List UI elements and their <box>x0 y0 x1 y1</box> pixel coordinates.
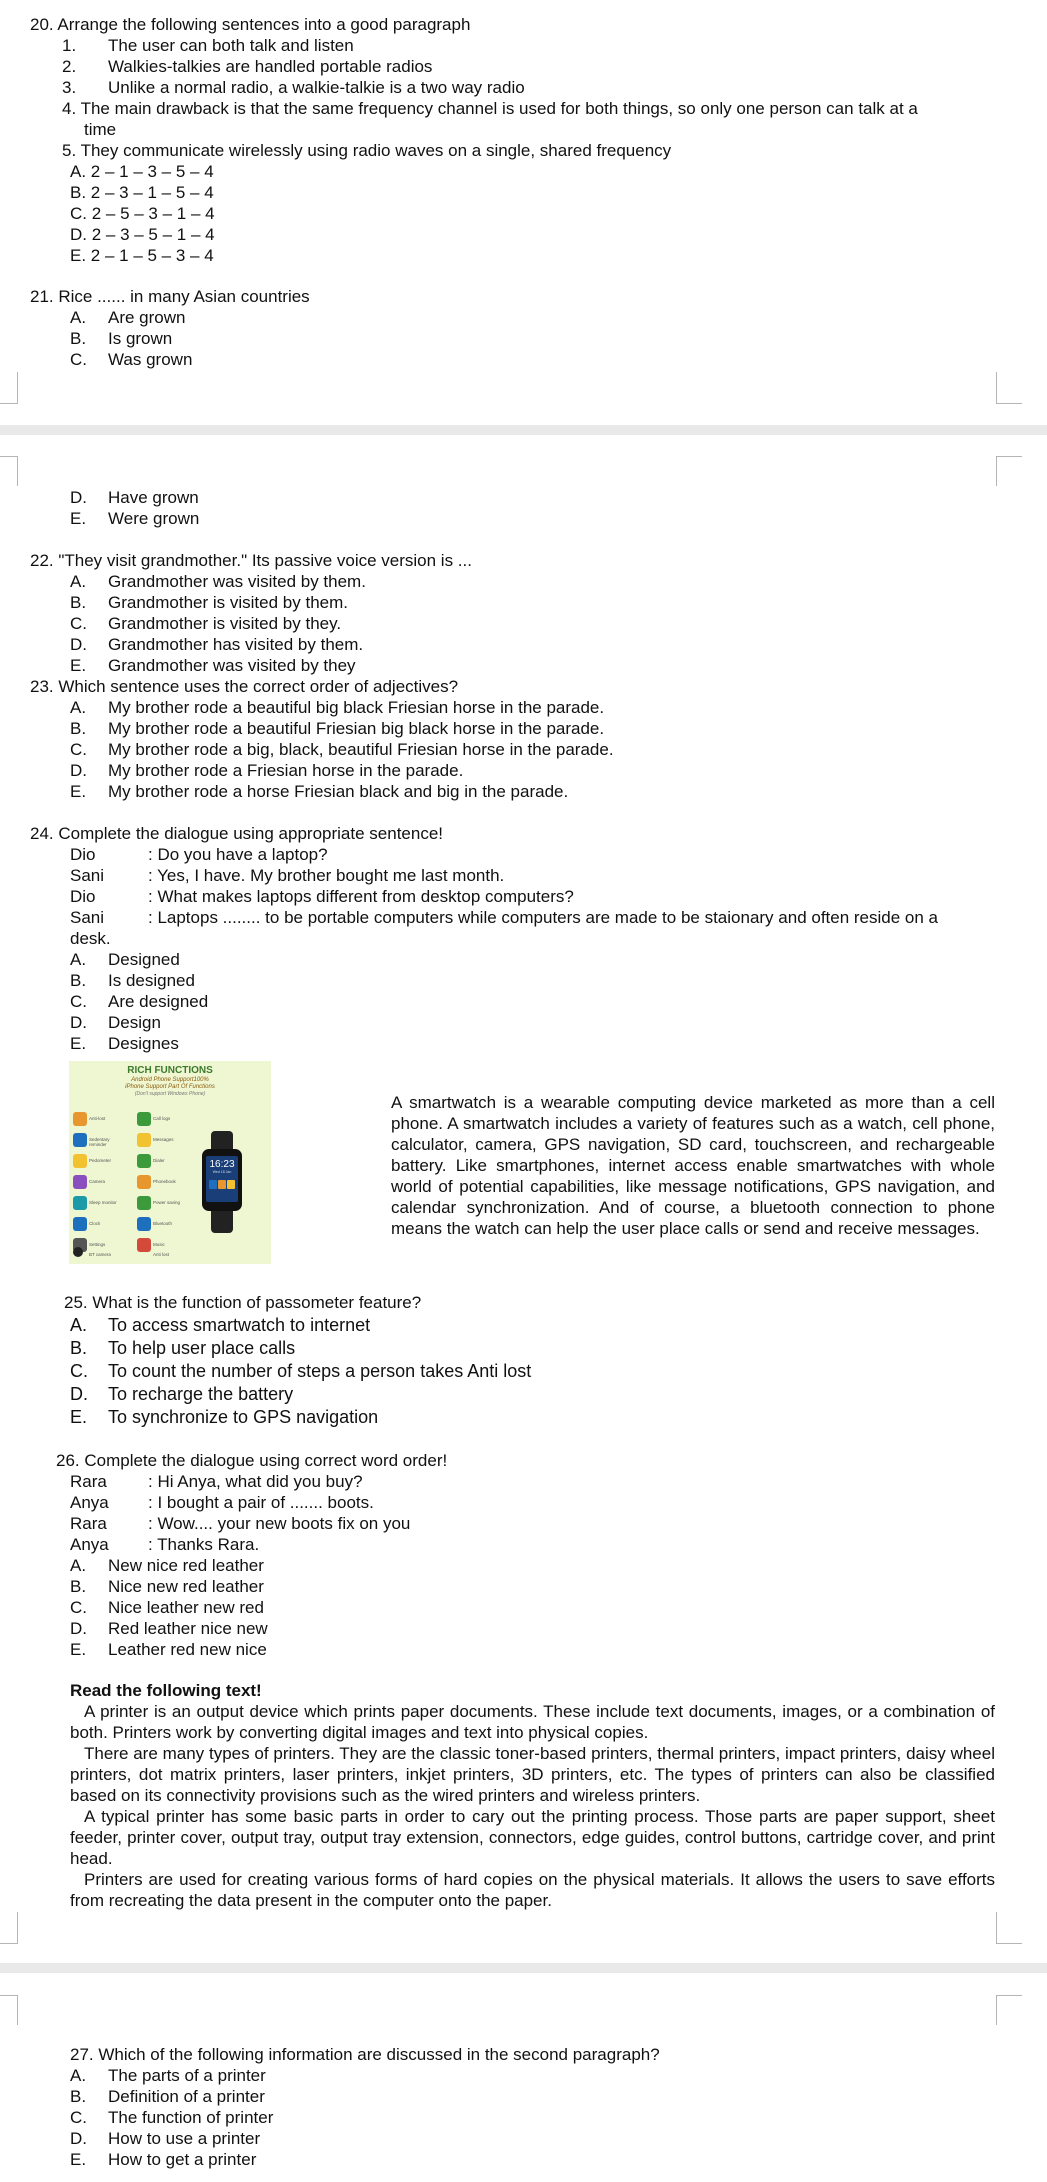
paragraph: A typical printer has some basic parts in order to cary out the printing process. Those parts are paper support, sheet feeder, printer cover, output tray, output tray extension, connectors, edge guides, control buttons, cartridge cover, and print head. <box>70 1807 995 1868</box>
app-tile-icon <box>218 1180 226 1189</box>
dialogue-line: Rara : Wow.... your new boots fix on you <box>70 1514 411 1533</box>
answer-option[interactable]: D. Red leather nice new <box>70 1619 268 1638</box>
app-tile-icon <box>209 1180 217 1189</box>
page-corner-mark <box>996 372 1022 404</box>
page-corner-mark <box>0 456 18 486</box>
list-item: 2. Walkies-talkies are handled portable radios <box>62 57 433 76</box>
answer-option[interactable]: B. My brother rode a beautiful Friesian big black horse in the parade. <box>70 719 605 738</box>
page-corner-mark <box>996 1995 1022 2025</box>
dialer-icon <box>137 1154 151 1168</box>
answer-option[interactable]: E. Grandmother was visited by they <box>70 656 356 675</box>
dialogue-continuation: desk. <box>70 929 111 948</box>
camera-icon <box>73 1175 87 1189</box>
list-item: 3. Unlike a normal radio, a walkie-talkie is a two way radio <box>62 78 525 97</box>
phonebook-icon <box>137 1175 151 1189</box>
anti-lost-icon <box>73 1112 87 1126</box>
messages-icon <box>137 1133 151 1147</box>
list-item-continuation: time <box>84 120 117 139</box>
dialogue-line: Dio : Do you have a laptop? <box>70 845 328 864</box>
answer-option[interactable]: E. How to get a printer <box>70 2150 257 2169</box>
answer-option[interactable]: B. Is grown <box>70 329 173 348</box>
answer-option[interactable]: B. 2 – 3 – 1 – 5 – 4 <box>70 183 214 202</box>
answer-option[interactable]: C. Was grown <box>70 350 193 369</box>
sleep-monitor-icon <box>73 1196 87 1210</box>
answer-option[interactable]: D. How to use a printer <box>70 2129 261 2148</box>
power-saving-icon <box>137 1196 151 1210</box>
pedometer-icon <box>73 1154 87 1168</box>
sedentary-reminder-icon <box>73 1133 87 1147</box>
page-corner-mark <box>0 372 18 404</box>
smartwatch-image: RICH FUNCTIONS Android Phone Support100% iPhone Support Part Of Functions (Don't support Windows Phone) Anti-lost Sedentary reminder Pedometer Camera Sleep monitor Clock Settings Call logs Messages Dialer Phonebook Power saving Bluetooth Music BT camera Anti lost 16:23 Wed 18 Jan <box>69 1061 271 1264</box>
page-separator <box>0 1963 1047 1973</box>
smartwatch-passage: A smartwatch is a wearable computing device marketed as more than a cell phone. A smartwatch includes a variety of features such as a watch, cell phone, calculator, camera, GPS navigation, SD card, touchscreen, and rechargeable battery. Like smartphones, internet access enable smartwatches with whole world of potential capabilities, like message notifications, GPS navigation, and calendar synchronization. And of course, a bluetooth connection to phone means the watch can help the user place calls or send and receive messages. <box>391 1093 995 1238</box>
answer-option[interactable]: B. Grandmother is visited by them. <box>70 593 348 612</box>
page-corner-mark <box>996 1912 1022 1944</box>
bluetooth-icon <box>137 1217 151 1231</box>
image-subtitle: iPhone Support Part Of Functions <box>125 1084 215 1090</box>
paragraph: There are many types of printers. They are the classic toner-based printers, thermal printers, impact printers, daisy wheel printers, dot matrix printers, laser printers, inkjet printers, 3D printers, etc. The types of printers can also be classified based on its connectivity provisions such as the wired printers and wireless printers. <box>70 1744 995 1805</box>
answer-option[interactable]: A. My brother rode a beautiful big black Friesian horse in the parade. <box>70 698 605 717</box>
answer-option[interactable]: B. Definition of a printer <box>70 2087 265 2106</box>
section-heading: Read the following text! <box>70 1681 262 1700</box>
music-icon <box>137 1238 151 1252</box>
dialogue-line: Anya : I bought a pair of ....... boots. <box>70 1493 374 1512</box>
page-corner-mark <box>996 456 1022 486</box>
question-stem: 23. Which sentence uses the correct order of adjectives? <box>30 677 459 696</box>
list-item: 1. The user can both talk and listen <box>62 36 354 55</box>
answer-option[interactable]: C. 2 – 5 – 3 – 1 – 4 <box>70 204 215 223</box>
question-stem: 22. "They visit grandmother." Its passive voice version is ... <box>30 551 472 570</box>
answer-option[interactable]: D. To recharge the battery <box>70 1384 294 1404</box>
dialogue-line: Sani : Yes, I have. My brother bought me last month. <box>70 866 505 885</box>
image-subtitle: (Don't support Windows Phone) <box>134 1091 206 1097</box>
question-stem: 27. Which of the following information are discussed in the second paragraph? <box>70 2045 660 2064</box>
app-tile-icon <box>227 1180 235 1189</box>
answer-option[interactable]: C. Nice leather new red <box>70 1598 264 1617</box>
watch-date: Wed 18 Jan <box>212 1170 232 1174</box>
question-stem: 25. What is the function of passometer feature? <box>64 1293 422 1312</box>
clock-icon <box>73 1217 87 1231</box>
dialogue-line: Rara : Hi Anya, what did you buy? <box>70 1472 363 1491</box>
image-subtitle: Android Phone Support100% <box>131 1077 209 1083</box>
answer-option[interactable]: D. Have grown <box>70 488 199 507</box>
list-item: 4. The main drawback is that the same frequency channel is used for both things, so only one person can talk at a <box>62 99 918 118</box>
answer-option[interactable]: A. 2 – 1 – 3 – 5 – 4 <box>70 162 214 181</box>
answer-option[interactable]: B. Nice new red leather <box>70 1577 264 1596</box>
answer-option[interactable]: E. My brother rode a horse Friesian black and big in the parade. <box>70 782 569 801</box>
dialogue-line: Dio : What makes laptops different from desktop computers? <box>70 887 574 906</box>
call-logs-icon <box>137 1112 151 1126</box>
answer-option[interactable]: E. To synchronize to GPS navigation <box>70 1407 379 1427</box>
answer-option[interactable]: A. New nice red leather <box>70 1556 264 1575</box>
bt-camera-icon <box>73 1247 83 1257</box>
answer-option[interactable]: C. My brother rode a big, black, beautiful Friesian horse in the parade. <box>70 740 614 759</box>
answer-option[interactable]: E. Designes <box>70 1034 179 1053</box>
answer-option[interactable]: A. To access smartwatch to internet <box>70 1315 371 1335</box>
smartwatch-device <box>202 1149 242 1211</box>
dialogue-line: Anya : Thanks Rara. <box>70 1535 260 1554</box>
question-stem: 26. Complete the dialogue using correct word order! <box>56 1451 448 1470</box>
answer-option[interactable]: E. Were grown <box>70 509 200 528</box>
answer-option[interactable]: A. Are grown <box>70 308 186 327</box>
paragraph: A printer is an output device which prints paper documents. These include text documents, images, or a combination of both. Printers work by converting digital images and text into physical copies. <box>70 1702 995 1742</box>
answer-option[interactable]: D. 2 – 3 – 5 – 1 – 4 <box>70 225 215 244</box>
answer-option[interactable]: C. The function of printer <box>70 2108 274 2127</box>
answer-option[interactable]: D. Grandmother has visited by them. <box>70 635 364 654</box>
answer-option[interactable]: E. 2 – 1 – 5 – 3 – 4 <box>70 246 214 265</box>
question-stem: 21. Rice ...... in many Asian countries <box>30 287 310 306</box>
page-corner-mark <box>0 1912 18 1944</box>
watch-screen <box>206 1156 238 1202</box>
question-stem: 24. Complete the dialogue using appropriate sentence! <box>30 824 444 843</box>
answer-option[interactable]: C. Grandmother is visited by they. <box>70 614 342 633</box>
page-separator <box>0 425 1047 435</box>
image-title: RICH FUNCTIONS <box>127 1065 213 1076</box>
watch-time: 16:23 <box>209 1159 235 1170</box>
answer-option[interactable]: A. The parts of a printer <box>70 2066 266 2085</box>
answer-option[interactable]: C. To count the number of steps a person takes Anti lost <box>70 1361 532 1381</box>
answer-option[interactable]: A. Grandmother was visited by them. <box>70 572 366 591</box>
answer-option[interactable]: D. My brother rode a Friesian horse in the parade. <box>70 761 464 780</box>
dialogue-line: Sani : Laptops ........ to be portable computers while computers are made to be staionary and often reside on a <box>70 908 939 927</box>
list-item: 5. They communicate wirelessly using radio waves on a single, shared frequency <box>62 141 672 160</box>
paragraph: Printers are used for creating various forms of hard copies on the physical materials. It allows the users to save efforts from recreating the data present in the computer onto the paper. <box>70 1870 995 1910</box>
question-stem: 20. Arrange the following sentences into a good paragraph <box>30 15 471 34</box>
answer-option[interactable]: B. Is designed <box>70 971 195 990</box>
answer-option[interactable]: A. Designed <box>70 950 180 969</box>
page-corner-mark <box>0 1995 18 2025</box>
answer-option[interactable]: E. Leather red new nice <box>70 1640 267 1659</box>
answer-option[interactable]: D. Design <box>70 1013 161 1032</box>
answer-option[interactable]: B. To help user place calls <box>70 1338 296 1358</box>
answer-option[interactable]: C. Are designed <box>70 992 209 1011</box>
